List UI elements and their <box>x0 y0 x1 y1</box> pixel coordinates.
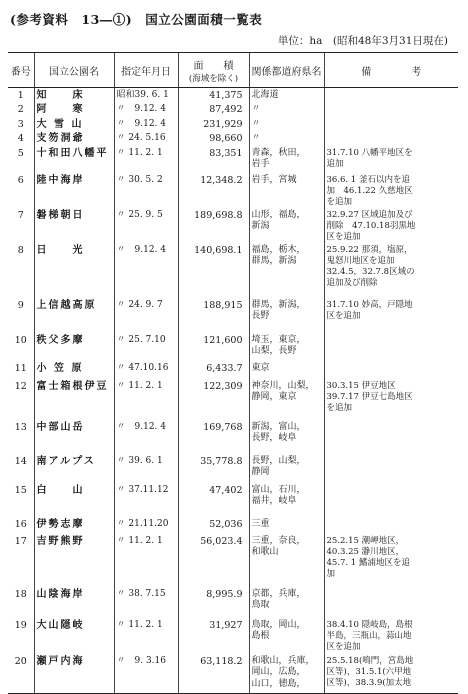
designation-date-cell: 〃 21.11.20 <box>114 517 178 534</box>
remarks-cell: 25.5.18(鳴門，宮島地 区等)，31.5.1(六甲地 区等)，38.3.9(加太地 <box>324 654 458 694</box>
area-value-cell: 188,915 <box>178 298 249 333</box>
row-number-cell: 8 <box>17 244 24 256</box>
prefectures-cell: 〃 <box>249 102 324 117</box>
park-name-cell: 伊勢志摩 <box>34 517 114 534</box>
table-row <box>8 146 458 173</box>
page-title: (参考資料 13―①) 国立公園面積一覧表 <box>10 12 263 27</box>
remarks-cell <box>324 420 458 454</box>
row-number-cell: 12 <box>14 380 27 392</box>
table-row <box>8 298 458 333</box>
designation-date-cell: 〃 24. 5.16 <box>114 131 178 146</box>
remarks-cell: 36.6. 1 釜石以内を追 加 46.1.22 久慈地区 を追加 <box>324 173 458 208</box>
table-row <box>8 379 458 420</box>
designation-date-cell: 〃 9.12. 4 <box>114 102 178 117</box>
row-number-cell: 1 <box>17 90 24 101</box>
area-value-cell: 189,698.8 <box>178 208 249 243</box>
remarks-cell: 25.9.22 那須，塩原， 鬼怒川地区を追加 32.4.5，32.7.8区域の 追加及び削除 <box>324 243 458 298</box>
park-name-cell: 上信越高原 <box>34 298 114 333</box>
remarks-cell <box>324 483 458 517</box>
row-number-cell: 4 <box>17 133 24 144</box>
table-row <box>8 517 458 534</box>
park-name-cell: 南アルプス <box>34 454 114 483</box>
table-header-row <box>8 53 458 88</box>
row-number-cell: 9 <box>17 299 24 311</box>
table-row <box>8 333 458 361</box>
col-header-name: 国立公園名 <box>34 53 114 88</box>
park-name-cell: 支笏洞爺 <box>34 131 114 146</box>
prefectures-cell: 新潟，富山， 長野，岐阜 <box>249 420 324 454</box>
remarks-cell <box>324 131 458 146</box>
national-park-area-table <box>8 52 458 694</box>
designation-date-cell: 〃 9.12. 4 <box>114 117 178 132</box>
row-number-cell: 15 <box>14 484 27 496</box>
remarks-cell: 31.7.10 妙高，戸隠地 区を追加 <box>324 298 458 333</box>
area-value-cell: 56,023.4 <box>178 534 249 587</box>
remarks-cell: 38.4.10 隠岐島，島根 半島，三瓶山，蒜山地 区を追加 <box>324 618 458 654</box>
row-number-cell: 17 <box>14 535 27 547</box>
designation-date-cell: 〃 24. 9. 7 <box>114 298 178 333</box>
area-value-cell: 121,600 <box>178 333 249 361</box>
prefectures-cell: 神奈川，山梨， 静岡，東京 <box>249 379 324 420</box>
remarks-cell: 32.9.27 区域追加及び 削除 47.10.18羽黒地 区を追加 <box>324 208 458 243</box>
table-row <box>8 173 458 208</box>
unit-note: 単位：ha (昭和48年3月31日現在) <box>277 35 448 47</box>
area-value-cell: 31,927 <box>178 618 249 654</box>
prefectures-cell: 鳥取，岡山， 島根 <box>249 618 324 654</box>
remarks-cell <box>324 361 458 379</box>
area-value-cell: 63,118.2 <box>178 654 249 694</box>
row-number-cell: 13 <box>14 421 27 433</box>
park-name-cell: 瀬戸内海 <box>34 654 114 694</box>
area-value-cell: 41,375 <box>178 88 249 103</box>
table-row <box>8 420 458 454</box>
prefectures-cell: 山形，福島， 新潟 <box>249 208 324 243</box>
remarks-cell <box>324 88 458 103</box>
table-row <box>8 618 458 654</box>
col-header-area <box>178 53 249 88</box>
row-number-cell: 3 <box>17 118 24 130</box>
park-name-cell: 阿 寒 <box>34 102 114 117</box>
prefectures-cell: 〃 <box>249 117 324 132</box>
area-value-cell: 122,309 <box>178 379 249 420</box>
area-value-cell: 87,492 <box>178 102 249 117</box>
park-name-cell: 秩父多摩 <box>34 333 114 361</box>
remarks-cell: 31.7.10 八幡平地区を 追加 <box>324 146 458 173</box>
prefectures-cell: 東京 <box>249 361 324 379</box>
table-row <box>8 361 458 379</box>
remarks-cell: 25.2.15 潮岬地区， 40.3.25 瀞川地区， 45.7. 1 鰭浦地区を追 加 <box>324 534 458 587</box>
designation-date-cell: 〃 11. 2. 1 <box>114 379 178 420</box>
row-number-cell: 10 <box>14 334 27 346</box>
table-row <box>8 587 458 618</box>
park-name-cell: 知 床 <box>34 88 114 103</box>
area-value-cell: 35,778.8 <box>178 454 249 483</box>
prefectures-cell: 福島，栃木， 群馬，新潟 <box>249 243 324 298</box>
designation-date-cell: 〃 25. 9. 5 <box>114 208 178 243</box>
prefectures-cell: 岩手，宮城 <box>249 173 324 208</box>
table-row <box>8 534 458 587</box>
col-header-area-main: 面 積 <box>193 60 234 72</box>
prefectures-cell: 三重，奈良， 和歌山 <box>249 534 324 587</box>
prefectures-cell: 埼玉，東京， 山梨，長野 <box>249 333 324 361</box>
remarks-cell <box>324 333 458 361</box>
area-value-cell: 52,036 <box>178 517 249 534</box>
designation-date-cell: 〃 11. 2. 1 <box>114 146 178 173</box>
prefectures-cell: 富山，石川， 福井，岐阜 <box>249 483 324 517</box>
row-number-cell: 19 <box>14 619 27 631</box>
row-number-cell: 6 <box>17 174 24 186</box>
area-value-cell: 47,402 <box>178 483 249 517</box>
park-name-cell: 富士箱根伊豆 <box>34 379 114 420</box>
park-name-cell: 十和田八幡平 <box>34 146 114 173</box>
table-row <box>8 454 458 483</box>
park-name-cell: 中部山岳 <box>34 420 114 454</box>
park-name-cell: 吉野熊野 <box>34 534 114 587</box>
row-number-cell: 16 <box>14 518 27 530</box>
designation-date-cell: 〃 9. 3.16 <box>114 654 178 694</box>
row-number-cell: 11 <box>14 362 27 374</box>
park-name-cell: 陸中海岸 <box>34 173 114 208</box>
row-number-cell: 20 <box>8 654 34 694</box>
col-header-remarks: 備 考 <box>324 53 458 88</box>
prefectures-cell: 京都，兵庫， 鳥取 <box>249 587 324 618</box>
park-name-cell: 日 光 <box>34 243 114 298</box>
col-header-pref: 関係都道府県名 <box>249 53 324 88</box>
area-value-cell: 6,433.7 <box>178 361 249 379</box>
designation-date-cell: 〃 25. 7.10 <box>114 333 178 361</box>
prefectures-cell: 三重 <box>249 517 324 534</box>
table-row <box>8 483 458 517</box>
remarks-cell <box>324 517 458 534</box>
designation-date-cell: 〃 11. 2. 1 <box>114 618 178 654</box>
designation-date-cell: 〃 9.12. 4 <box>114 420 178 454</box>
remarks-cell <box>324 454 458 483</box>
area-value-cell: 231,929 <box>178 117 249 132</box>
area-value-cell: 169,768 <box>178 420 249 454</box>
designation-date-cell: 〃 37.11.12 <box>114 483 178 517</box>
prefectures-cell: 青森，秋田， 岩手 <box>249 146 324 173</box>
remarks-cell: 30.3.15 伊豆地区 39.7.17 伊豆七島地区 を追加 <box>324 379 458 420</box>
prefectures-cell: 長野，山梨， 静岡 <box>249 454 324 483</box>
remarks-cell <box>324 117 458 132</box>
prefectures-cell: 〃 <box>249 131 324 146</box>
park-name-cell: 白 山 <box>34 483 114 517</box>
designation-date-cell: 〃 30. 5. 2 <box>114 173 178 208</box>
park-name-cell: 大山隠岐 <box>34 618 114 654</box>
prefectures-cell: 群馬，新潟， 長野 <box>249 298 324 333</box>
area-value-cell: 83,351 <box>178 146 249 173</box>
table-row <box>8 243 458 298</box>
remarks-cell <box>324 587 458 618</box>
row-number-cell: 18 <box>14 588 27 600</box>
area-value-cell: 98,660 <box>178 131 249 146</box>
col-header-no: 番号 <box>8 53 34 88</box>
row-number-cell: 2 <box>17 104 24 115</box>
table-row <box>8 102 458 117</box>
designation-date-cell: 〃 38. 7.15 <box>114 587 178 618</box>
park-name-cell: 小 笠 原 <box>34 361 114 379</box>
area-value-cell: 8,995.9 <box>178 587 249 618</box>
designation-date-cell: 昭和39. 6. 1 <box>114 88 178 103</box>
table-row <box>8 117 458 132</box>
designation-date-cell: 〃 11. 2. 1 <box>114 534 178 587</box>
table-row <box>8 131 458 146</box>
park-name-cell: 磐梯朝日 <box>34 208 114 243</box>
table-row <box>8 654 458 694</box>
row-number-cell: 14 <box>14 455 27 467</box>
designation-date-cell: 〃 47.10.16 <box>114 361 178 379</box>
prefectures-cell: 和歌山，兵庫， 岡山，広島， 山口，徳島， <box>249 654 324 694</box>
park-name-cell: 大 雪 山 <box>34 117 114 132</box>
table-row <box>8 88 458 103</box>
designation-date-cell: 〃 9.12. 4 <box>114 243 178 298</box>
area-value-cell: 140,698.1 <box>178 243 249 298</box>
row-number-cell: 5 <box>17 147 24 159</box>
row-number-cell: 7 <box>17 209 24 221</box>
area-value-cell: 12,348.2 <box>178 173 249 208</box>
prefectures-cell: 北海道 <box>249 88 324 103</box>
table-row <box>8 208 458 243</box>
col-header-area-sub: (海域を除く) <box>188 73 239 84</box>
remarks-cell <box>324 102 458 117</box>
park-name-cell: 山陰海岸 <box>34 587 114 618</box>
col-header-date: 指定年月日 <box>114 53 178 88</box>
designation-date-cell: 〃 39. 6. 1 <box>114 454 178 483</box>
